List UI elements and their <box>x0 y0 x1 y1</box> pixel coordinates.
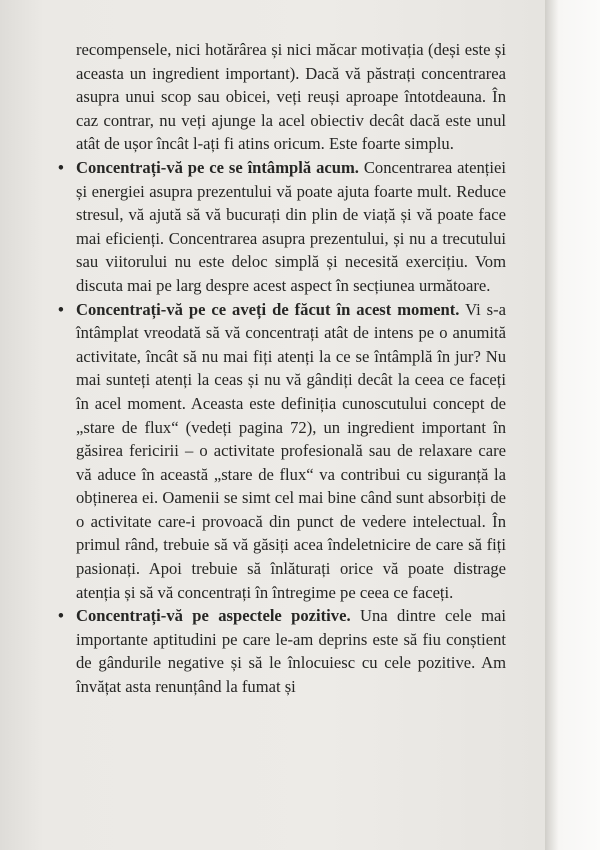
page-body <box>58 38 506 699</box>
bullet-item-present <box>58 156 506 298</box>
bullet-heading: Concentrați-vă pe ce se întâmplă acum. <box>76 157 359 177</box>
bullet-text: Concentrarea atenției și energiei asupra prezentului vă poate ajuta foarte mult. Reduce stresul, vă ajută să vă bucurați din plin de viață și vă poate face mai eficienți. Concentrarea asupra prezentului, și nu a trecutului sau viitorului nu este deloc simplă și necesită exercițiu. Vom discuta mai pe larg despre acest aspect în secțiunea următoare. <box>76 157 506 295</box>
bullet-marker: • <box>58 606 64 626</box>
bullet-text: Vi s-a întâmplat vreodată să vă concentrați atât de intens pe o anumită activitate, încât să nu mai fiți atenți la ce se întâmplă în jur? Nu mai sunteți atenți la ceas și nu vă gândiți decât la ceea ce faceți în acel moment. Aceasta este definiția cunoscutului concept de „stare de flux“ (vedeți pagina 72), un ingredient important în găsirea fericirii – o activitate profesională sau de relaxare care vă aduce în această „stare de flux“ va contribui cu siguranță la obținerea ei. Oamenii se simt cel mai bine când sunt absorbiți de o activitate care-i provoacă din punct de vedere intelectual. În primul rând, trebuie să vă găsiți acea îndeletnicire de care să fiți pasionați. Apoi trebuie să înlăturați orice vă poate distrage atenția și să vă concentrați în întregime pe ceea ce faceți. <box>76 299 506 602</box>
bullet-item-positive <box>58 604 506 698</box>
bullet-heading: Concentrați-vă pe ce aveți de făcut în acest moment. <box>76 299 460 319</box>
bullet-marker: • <box>58 299 64 319</box>
bullet-marker: • <box>58 157 64 177</box>
bullet-item-current-task <box>58 298 506 605</box>
page-edge <box>545 0 600 850</box>
bullet-text: Una dintre cele mai importante aptitudini pe care le-am deprins este să fiu conștient de gândurile negative și să le înlocuiesc cu cele pozitive. Am învățat asta renunțând la fumat și <box>76 606 506 697</box>
intro-paragraph: recompensele, nici hotărârea și nici măcar motivația (deși este și aceasta un ingredient important). Dacă vă păstrați concentrarea asupra unui scop sau obicei, veți reuși aproape întotdeauna. În caz contrar, nu veți ajunge la acel obiectiv decât dacă este unul atât de ușor încât l-ați fi atins oricum. Este foarte simplu. <box>76 40 506 154</box>
bullet-heading: Concentrați-vă pe aspectele pozitive. <box>76 606 351 626</box>
